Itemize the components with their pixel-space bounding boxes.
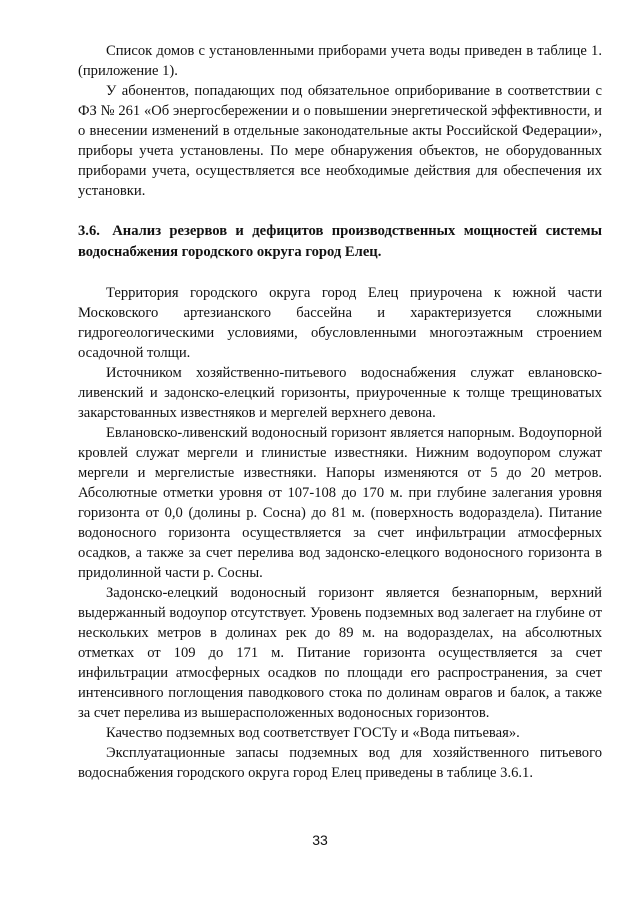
spacer bbox=[78, 263, 602, 283]
intro-paragraph: У абонентов, попадающих под обязательное оприборивание в соответствии с ФЗ № 261 «Об энергосбережении и о повышении энергетической эффективности, и о внесении изменений в отдельные законодательные акты Российской Федерации», приборы учета установлены. По мере обнаружения объектов, не оборудованных приборами учета, осуществляется все необходимые действия для обеспечения их установки. bbox=[78, 83, 602, 199]
spacer bbox=[78, 201, 602, 221]
body-paragraph: Эксплуатационные запасы подземных вод для хозяйственного питьевого водоснабжения городского округа город Елец приведены в таблице 3.6.1. bbox=[78, 745, 602, 781]
body-paragraph: Задонско-елецкий водоносный горизонт является безнапорным, верхний выдержанный водоупор отсутствует. Уровень подземных вод залегает на глубине от нескольких метров в долинах рек до 89 м. на водоразделах, на абсолютных отметках от 109 до 171 м. Питание горизонта осуществляется за счет инфильтрации атмосферных осадков по площади его распространения, за счет интенсивного поглощения паводкового стока по долинам оврагов и балок, а также за счет перелива из вышерасположенных водоносных горизонтов. bbox=[78, 585, 602, 721]
body-paragraph: Качество подземных вод соответствует ГОСТу и «Вода питьевая». bbox=[106, 725, 520, 741]
page-number: 33 bbox=[312, 832, 328, 848]
body-paragraph: Источником хозяйственно-питьевого водоснабжения служат евлановско-ливенский и задонско-елецкий горизонты, приуроченные к толще трещиноватых закарстованных известняков и мергелей верхнего девона. bbox=[78, 365, 602, 421]
section-heading bbox=[78, 221, 602, 263]
intro-paragraph: Список домов с установленными приборами учета воды приведен в таблице 1. (приложение 1). bbox=[78, 43, 602, 79]
body-paragraph: Территория городского округа город Елец приурочена к южной части Московского артезианского бассейна и характеризуется сложными гидрогеологическими условиями, обусловленными многоэтажным строением осадочной толщи. bbox=[78, 285, 602, 361]
page-content bbox=[78, 41, 602, 783]
body-paragraph: Евлановско-ливенский водоносный горизонт является напорным. Водоупорной кровлей служат мергели и глинистые известняки. Нижним водоупором служат мергели и мергелистые известняки. Напоры изменяются от 5 до 20 метров. Абсолютные отметки уровня от 107-108 до 170 м. при глубине залегания уровня горизонта от 0,0 (долины р. Сосна) до 81 м. (поверхность водораздела). Питание водоносного горизонта осуществляется за счет инфильтрации атмосферных осадков, а также за счет перелива вод задонско-елецкого водоносного горизонта в придолинной части р. Сосны. bbox=[78, 425, 602, 581]
section-title: Анализ резервов и дефицитов производственных мощностей системы водоснабжения городского округа город Елец. bbox=[78, 223, 602, 260]
section-number: 3.6. bbox=[78, 223, 100, 239]
